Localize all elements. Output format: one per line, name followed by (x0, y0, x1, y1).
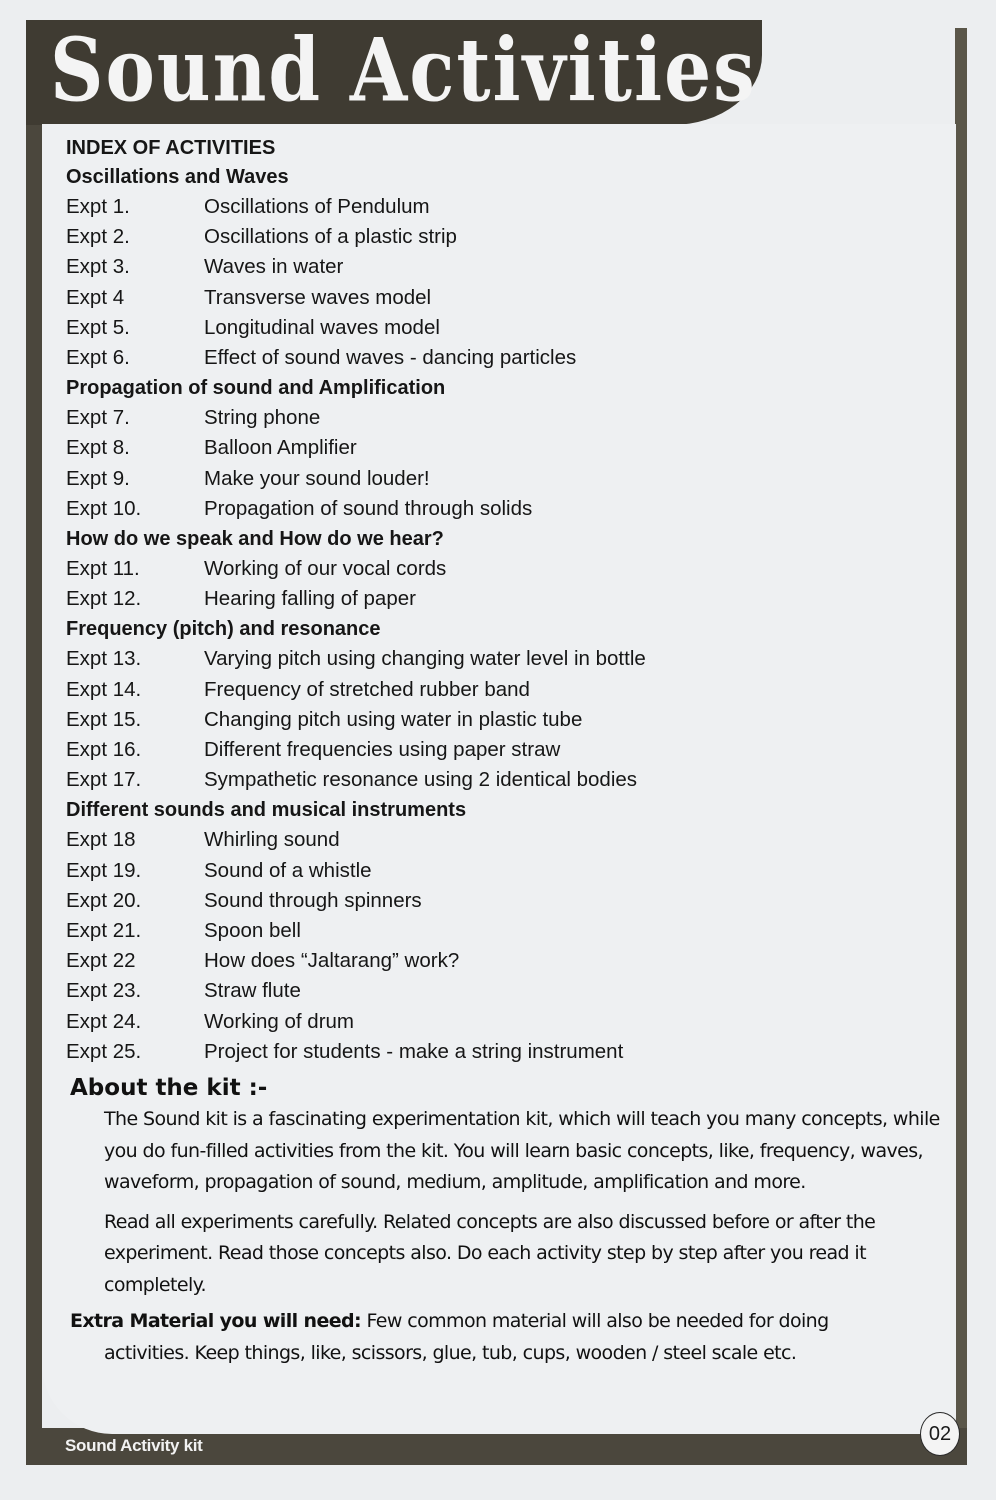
expt-number: Expt 24. (66, 1009, 142, 1033)
expt-number: Expt 22 (66, 949, 136, 973)
index-row (66, 252, 766, 282)
index-row (66, 644, 766, 674)
index-row (66, 313, 766, 343)
index-row (66, 192, 766, 222)
extra-material-text: Few common material will also be needed for doing (366, 1310, 829, 1332)
expt-number: Expt 1. (66, 195, 130, 218)
expt-number: Expt 7. (66, 406, 130, 430)
page-number: 02 (920, 1412, 960, 1456)
expt-number: Expt 8. (66, 436, 130, 460)
index-row (66, 976, 766, 1006)
extra-material-label: Extra Material you will need: (70, 1310, 362, 1332)
extra-material-text-cont: activities. Keep things, like, scissors, glue, tub, cups, wooden / steel scale etc. (104, 1341, 797, 1364)
index-heading: INDEX OF ACTIVITIES (66, 137, 276, 159)
expt-number: Expt 21. (66, 919, 142, 943)
section-heading: Propagation of sound and Amplification (66, 377, 446, 400)
expt-name: Transverse waves model (204, 285, 432, 309)
expt-name: Longitudinal waves model (204, 315, 440, 339)
expt-number: Expt 23. (66, 979, 142, 1003)
expt-name: Frequency of stretched rubber band (204, 677, 530, 701)
index-row (66, 554, 766, 584)
expt-name: Spoon bell (204, 919, 301, 943)
index-row (66, 735, 766, 765)
extra-material (70, 1306, 940, 1369)
expt-name: Varying pitch using changing water level in bottle (204, 647, 646, 671)
frame-left-border (26, 20, 42, 1464)
expt-name: Different frequencies using paper straw (204, 738, 561, 762)
section-heading: Oscillations and Waves (66, 166, 289, 188)
expt-name: How does “Jaltarang” work? (204, 949, 460, 973)
index-row (66, 946, 766, 976)
section-heading: How do we speak and How do we hear? (66, 528, 444, 551)
expt-name: Oscillations of Pendulum (204, 195, 430, 218)
section-heading: Frequency (pitch) and resonance (66, 618, 381, 641)
expt-number: Expt 19. (66, 858, 142, 882)
index-row (66, 1007, 766, 1037)
expt-number: Expt 25. (66, 1039, 142, 1063)
index-sections (66, 162, 766, 1067)
about-paragraph: Read all experiments carefully. Related concepts are also discussed before or after the experiment. Read those concepts also. Do each activity step by step after you read it completely. (104, 1210, 876, 1296)
expt-name: Changing pitch using water in plastic tube (204, 707, 583, 731)
expt-name: String phone (204, 406, 321, 430)
index-row (66, 283, 766, 313)
expt-number: Expt 10. (66, 496, 142, 520)
index-row (66, 464, 766, 494)
expt-number: Expt 6. (66, 346, 130, 370)
expt-number: Expt 2. (66, 225, 130, 249)
expt-number: Expt 3. (66, 255, 130, 279)
index-row (66, 825, 766, 855)
expt-name: Balloon Amplifier (204, 436, 357, 460)
page-title: Sound Activities (50, 20, 757, 122)
expt-name: Effect of sound waves - dancing particles (204, 346, 577, 370)
expt-name: Whirling sound (204, 828, 340, 852)
index-row (66, 343, 766, 373)
expt-number: Expt 14. (66, 677, 142, 701)
expt-number: Expt 5. (66, 315, 130, 339)
index-row (66, 403, 766, 433)
expt-number: Expt 4 (66, 285, 125, 309)
index-row (66, 856, 766, 886)
frame-right-border (955, 28, 967, 1464)
expt-name: Working of our vocal cords (204, 557, 447, 581)
index-row (66, 494, 766, 524)
expt-number: Expt 18 (66, 828, 136, 852)
expt-name: Propagation of sound through solids (204, 496, 533, 520)
expt-name: Sound of a whistle (204, 858, 372, 882)
index-row (66, 433, 766, 463)
expt-number: Expt 16. (66, 738, 142, 762)
section-heading: Different sounds and musical instruments (66, 799, 467, 822)
expt-name: Sympathetic resonance using 2 identical bodies (204, 768, 638, 792)
expt-number: Expt 17. (66, 768, 142, 792)
footer-title: Sound Activity kit (65, 1436, 203, 1455)
index-row (66, 584, 766, 614)
activity-index (66, 134, 766, 1067)
expt-number: Expt 13. (66, 647, 142, 671)
expt-name: Make your sound louder! (204, 466, 430, 490)
about-heading: About the kit :- (70, 1075, 268, 1101)
expt-name: Oscillations of a plastic strip (204, 225, 457, 249)
expt-name: Working of drum (204, 1009, 355, 1033)
expt-number: Expt 15. (66, 707, 142, 731)
expt-name: Hearing falling of paper (204, 587, 416, 611)
index-row (66, 1037, 766, 1067)
expt-name: Straw flute (204, 979, 301, 1003)
expt-number: Expt 11. (66, 557, 140, 581)
index-row (66, 675, 766, 705)
expt-number: Expt 12. (66, 587, 142, 611)
expt-number: Expt 20. (66, 888, 142, 912)
index-row (66, 705, 766, 735)
index-row (66, 765, 766, 795)
expt-name: Sound through spinners (204, 888, 422, 912)
expt-number: Expt 9. (66, 466, 130, 490)
about-paragraph: The Sound kit is a fascinating experimentation kit, which will teach you many concepts, while you do fun-filled activities from the kit. You will learn basic concepts, like, frequency, waves, waveform, propagation of sound, medium, amplitude, amplification and more. (104, 1108, 940, 1193)
index-row (66, 222, 766, 252)
index-row (66, 916, 766, 946)
index-row (66, 886, 766, 916)
expt-name: Waves in water (204, 255, 344, 279)
expt-name: Project for students - make a string instrument (204, 1039, 624, 1063)
about-section (70, 1072, 940, 1369)
